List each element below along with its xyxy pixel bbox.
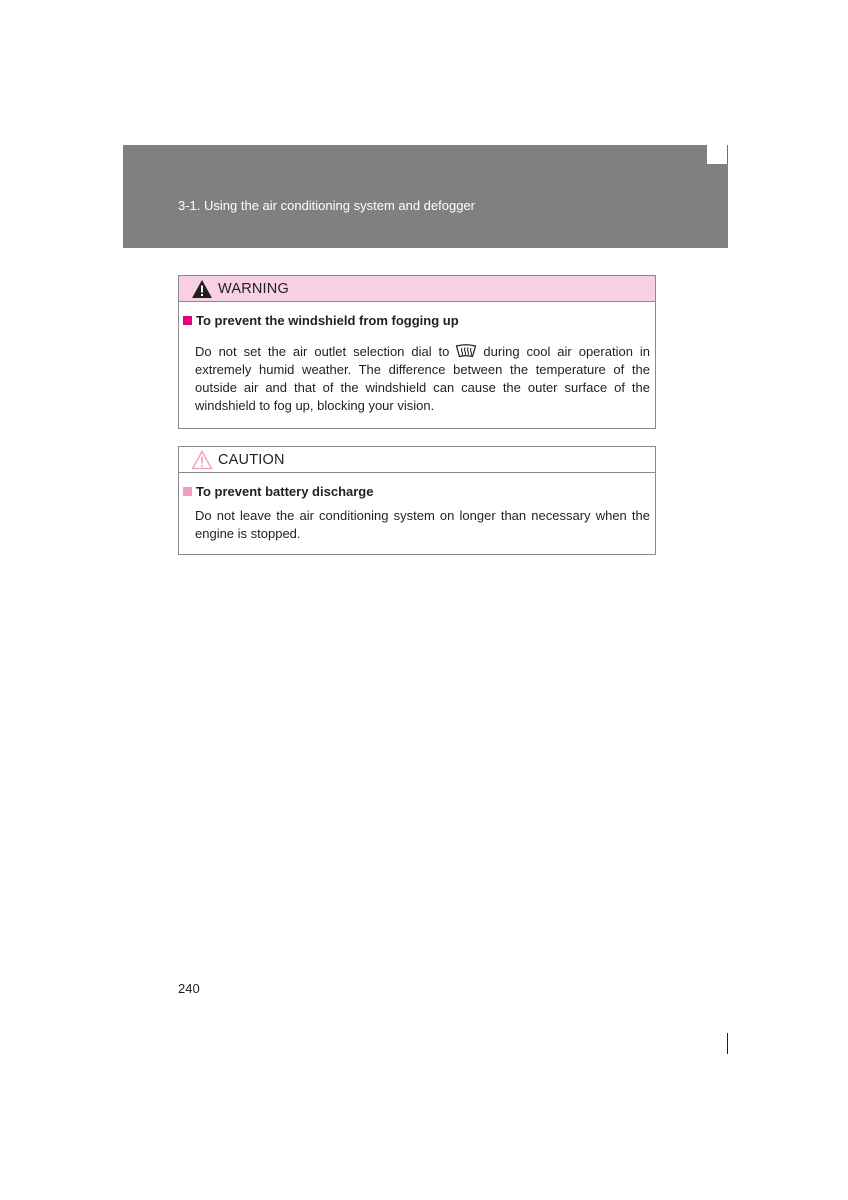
warning-box — [178, 275, 656, 429]
page-number: 240 — [178, 981, 200, 996]
header-notch-line — [727, 145, 728, 164]
header-band — [123, 145, 728, 248]
caution-header — [179, 447, 655, 473]
caution-box — [178, 446, 656, 555]
caution-item-heading-text: To prevent battery discharge — [196, 484, 374, 499]
header-notch — [707, 145, 728, 164]
warning-triangle-icon — [191, 279, 213, 299]
warning-label: WARNING — [218, 280, 289, 297]
warning-text-before-icon: Do not set the air outlet selection dial to — [195, 344, 450, 359]
warning-bullet-square — [183, 316, 192, 325]
warning-item-heading — [183, 313, 459, 328]
warning-item-heading-text: To prevent the windshield from fogging up — [196, 313, 459, 328]
caution-bullet-square — [183, 487, 192, 496]
section-title: 3-1. Using the air conditioning system and defogger — [178, 198, 476, 213]
windshield-defroster-icon — [455, 344, 477, 358]
caution-label: CAUTION — [218, 451, 285, 468]
warning-item-text — [195, 343, 650, 415]
caution-item-heading — [183, 484, 373, 499]
caution-triangle-icon — [191, 450, 213, 470]
caution-item-text: Do not leave the air conditioning system on longer than necessary when the engine is stopped. — [195, 508, 650, 541]
warning-header — [179, 276, 655, 302]
edge-mark — [727, 1033, 728, 1054]
warning-text-after-icon: during cool air operation in extremely humid weather. The difference between the temperature of the outside air and that of the windshield can cause the outer surface of the windshield to fog up, blocking your vision. — [195, 344, 650, 413]
